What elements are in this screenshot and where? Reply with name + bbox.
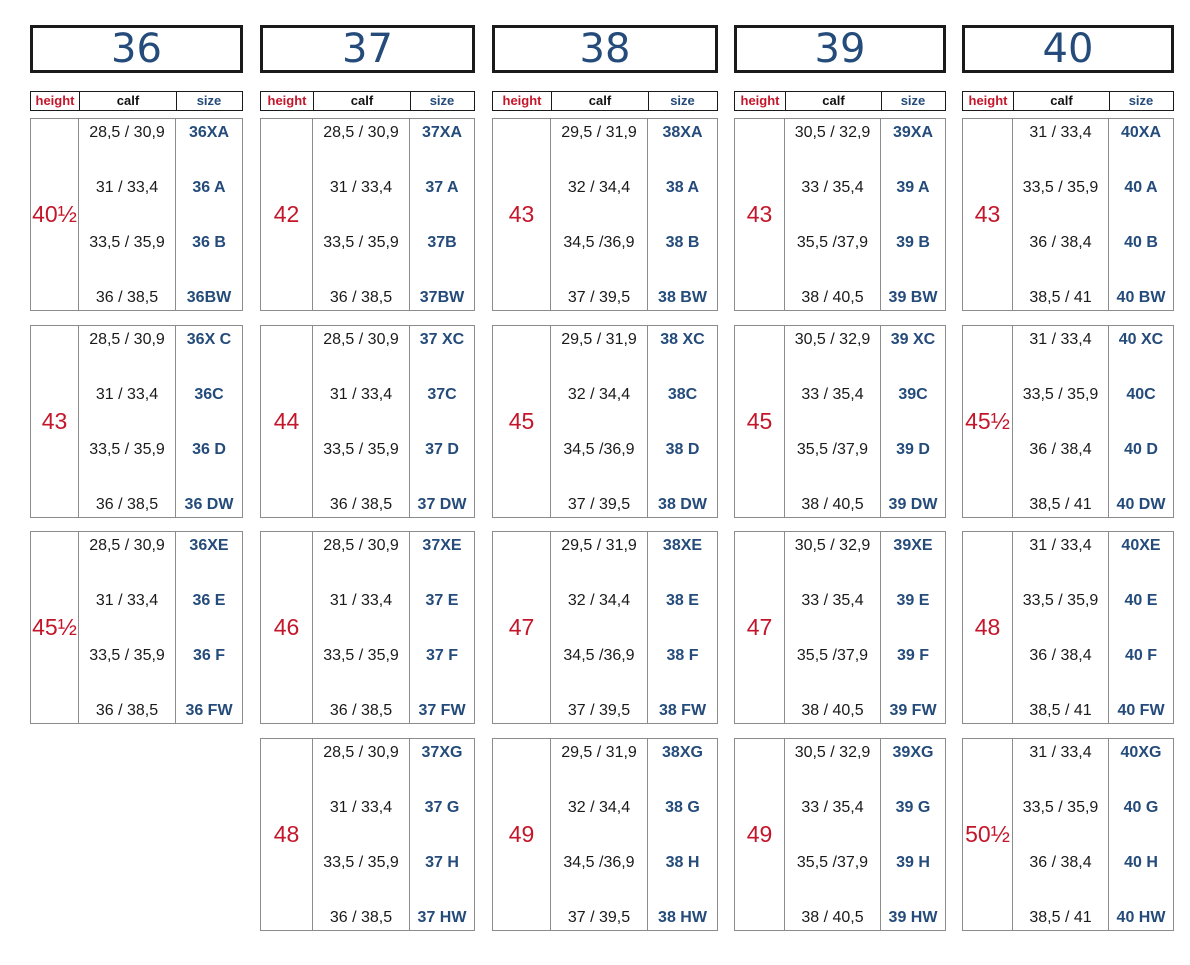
- height-value: 43: [493, 119, 551, 310]
- height-value: 47: [493, 532, 551, 723]
- size-column: [1109, 119, 1173, 310]
- height-block: [260, 531, 475, 724]
- calf-range: 31 / 33,4: [329, 386, 393, 403]
- height-value: 48: [261, 739, 313, 930]
- size-code: 40 G: [1123, 799, 1159, 816]
- calf-range: 28,5 / 30,9: [323, 537, 399, 554]
- size-title: 39: [734, 25, 946, 73]
- calf-range: 31 / 33,4: [329, 179, 393, 196]
- size-code: 38XG: [662, 744, 703, 761]
- calf-column: [1013, 119, 1109, 310]
- size-code: 40 XC: [1118, 331, 1164, 348]
- height-value: 49: [735, 739, 785, 930]
- calf-range: 31 / 33,4: [95, 592, 159, 609]
- column-header-row: [260, 91, 475, 111]
- calf-range: 33 / 35,4: [801, 592, 864, 609]
- size-code: 40XE: [1121, 537, 1161, 554]
- size-code: 37 XC: [419, 331, 465, 348]
- size-code: 38 G: [665, 799, 700, 816]
- size-code: 40XA: [1120, 124, 1162, 141]
- calf-column: [785, 739, 881, 930]
- size-column: [410, 532, 474, 723]
- size-code: 37XG: [421, 744, 463, 761]
- height-block: [962, 531, 1174, 724]
- height-block: [492, 118, 718, 311]
- header-calf-label: calf: [313, 92, 410, 110]
- size-column: [1109, 532, 1173, 723]
- height-block: [492, 531, 718, 724]
- header-size-label: size: [1109, 92, 1172, 110]
- calf-range: 33,5 / 35,9: [1022, 799, 1099, 816]
- size-column: [648, 119, 717, 310]
- size-code: 36XE: [189, 537, 229, 554]
- calf-range: 28,5 / 30,9: [89, 331, 165, 348]
- calf-range: 35,5 /37,9: [796, 234, 869, 251]
- calf-range: 33 / 35,4: [801, 386, 864, 403]
- calf-range: 36 / 38,5: [95, 496, 159, 513]
- calf-range: 33,5 / 35,9: [323, 234, 399, 251]
- column-header-row: [734, 91, 946, 111]
- calf-range: 38 / 40,5: [801, 496, 864, 513]
- size-code: 40 FW: [1117, 702, 1165, 719]
- height-value: 46: [261, 532, 313, 723]
- calf-range: 32 / 34,4: [567, 179, 631, 196]
- height-block: [962, 118, 1174, 311]
- calf-column: [313, 326, 410, 517]
- size-code: 40 B: [1124, 234, 1158, 251]
- calf-range: 29,5 / 31,9: [561, 331, 637, 348]
- height-block: [734, 738, 946, 931]
- calf-column: [785, 532, 881, 723]
- calf-range: 38 / 40,5: [801, 702, 864, 719]
- calf-range: 30,5 / 32,9: [794, 537, 871, 554]
- calf-column: [313, 532, 410, 723]
- size-code: 37 A: [425, 179, 459, 196]
- size-column: [881, 119, 945, 310]
- calf-range: 38,5 / 41: [1029, 496, 1092, 513]
- header-size-label: size: [176, 92, 241, 110]
- size-code: 37 D: [425, 441, 459, 458]
- size-code: 39 E: [896, 592, 930, 609]
- size-code: 39 FW: [889, 702, 937, 719]
- height-block: [962, 325, 1174, 518]
- calf-range: 33,5 / 35,9: [89, 441, 165, 458]
- calf-range: 32 / 34,4: [567, 799, 631, 816]
- size-code: 40 E: [1124, 592, 1158, 609]
- calf-range: 30,5 / 32,9: [794, 124, 871, 141]
- size-column: [176, 119, 242, 310]
- header-height-label: height: [502, 93, 542, 108]
- size-code: 39 F: [896, 647, 929, 664]
- size-code: 38 FW: [658, 702, 707, 719]
- size-code: 40 F: [1124, 647, 1157, 664]
- column-header-row: [30, 91, 243, 111]
- calf-range: 33,5 / 35,9: [323, 647, 399, 664]
- size-column: [410, 326, 474, 517]
- height-value: 40½: [31, 119, 79, 310]
- header-size-label: size: [881, 92, 944, 110]
- size-code: 38 BW: [658, 289, 707, 306]
- height-block: [30, 531, 243, 724]
- calf-range: 31 / 33,4: [1029, 537, 1092, 554]
- height-block: [962, 738, 1174, 931]
- size-code: 37 DW: [417, 496, 467, 513]
- calf-column: [785, 119, 881, 310]
- size-code: 38 H: [665, 854, 700, 871]
- calf-range: 36 / 38,4: [1029, 441, 1092, 458]
- size-code: 39 XC: [890, 331, 936, 348]
- size-code: 38 E: [666, 592, 699, 609]
- size-column: [648, 532, 717, 723]
- calf-range: 38 / 40,5: [801, 909, 864, 926]
- height-block: [734, 118, 946, 311]
- calf-range: 37 / 39,5: [567, 909, 631, 926]
- size-column: [1109, 739, 1173, 930]
- size-code: 40XG: [1120, 744, 1162, 761]
- calf-range: 30,5 / 32,9: [794, 331, 871, 348]
- calf-range: 33,5 / 35,9: [1022, 592, 1099, 609]
- header-calf-label: calf: [785, 92, 881, 110]
- calf-range: 35,5 /37,9: [796, 854, 869, 871]
- height-value: 47: [735, 532, 785, 723]
- calf-column: [551, 119, 648, 310]
- size-code: 37 FW: [418, 702, 466, 719]
- calf-range: 33,5 / 35,9: [1022, 386, 1099, 403]
- height-value: 43: [963, 119, 1013, 310]
- calf-range: 36 / 38,4: [1029, 234, 1092, 251]
- size-column: [176, 532, 242, 723]
- calf-column: [1013, 739, 1109, 930]
- size-code: 36X C: [186, 331, 232, 348]
- header-size-label: size: [648, 92, 716, 110]
- size-code: 40 A: [1124, 179, 1158, 196]
- size-code: 39 D: [896, 441, 930, 458]
- size-title: 40: [962, 25, 1174, 73]
- height-value: 49: [493, 739, 551, 930]
- size-code: 36 D: [192, 441, 226, 458]
- size-code: 39 DW: [888, 496, 938, 513]
- height-block: [260, 118, 475, 311]
- size-code: 37BW: [419, 289, 465, 306]
- size-code: 37B: [427, 234, 457, 251]
- height-block: [734, 325, 946, 518]
- size-column: [881, 532, 945, 723]
- calf-range: 33,5 / 35,9: [89, 647, 165, 664]
- calf-range: 28,5 / 30,9: [323, 124, 399, 141]
- calf-column: [79, 119, 176, 310]
- calf-range: 28,5 / 30,9: [323, 331, 399, 348]
- calf-range: 31 / 33,4: [1029, 331, 1092, 348]
- height-block: [260, 325, 475, 518]
- calf-range: 36 / 38,5: [329, 496, 393, 513]
- calf-range: 37 / 39,5: [567, 702, 631, 719]
- calf-range: 28,5 / 30,9: [89, 537, 165, 554]
- calf-column: [79, 326, 176, 517]
- calf-range: 33,5 / 35,9: [323, 441, 399, 458]
- size-code: 36 E: [192, 592, 226, 609]
- column-header-row: [962, 91, 1174, 111]
- height-block: [492, 325, 718, 518]
- size-code: 38 D: [665, 441, 700, 458]
- height-block: [30, 325, 243, 518]
- size-code: 39XG: [892, 744, 934, 761]
- size-column: [648, 326, 717, 517]
- calf-column: [313, 119, 410, 310]
- size-code: 37 F: [425, 647, 458, 664]
- calf-range: 32 / 34,4: [567, 386, 631, 403]
- calf-range: 31 / 33,4: [95, 179, 159, 196]
- height-value: 48: [963, 532, 1013, 723]
- size-code: 40 H: [1124, 854, 1158, 871]
- size-code: 36 B: [192, 234, 226, 251]
- calf-range: 36 / 38,5: [329, 702, 393, 719]
- calf-range: 36 / 38,4: [1029, 647, 1092, 664]
- height-block: [492, 738, 718, 931]
- calf-range: 37 / 39,5: [567, 289, 631, 306]
- calf-range: 29,5 / 31,9: [561, 744, 637, 761]
- calf-range: 31 / 33,4: [95, 386, 159, 403]
- header-height-label: height: [35, 93, 75, 108]
- size-code: 36 DW: [184, 496, 234, 513]
- size-title: 36: [30, 25, 243, 73]
- calf-range: 33 / 35,4: [801, 179, 864, 196]
- calf-range: 33,5 / 35,9: [89, 234, 165, 251]
- size-column: [648, 739, 717, 930]
- size-title: 37: [260, 25, 475, 73]
- size-code: 40 D: [1124, 441, 1158, 458]
- calf-range: 34,5 /36,9: [563, 441, 635, 458]
- size-code: 38C: [667, 386, 698, 403]
- header-calf-label: calf: [79, 92, 176, 110]
- size-code: 38 DW: [658, 496, 707, 513]
- size-code: 40C: [1126, 386, 1156, 403]
- size-column: [881, 326, 945, 517]
- calf-column: [785, 326, 881, 517]
- calf-range: 38,5 / 41: [1029, 702, 1092, 719]
- calf-range: 34,5 /36,9: [563, 234, 635, 251]
- size-column: [176, 326, 242, 517]
- header-calf-label: calf: [1013, 92, 1109, 110]
- calf-column: [1013, 326, 1109, 517]
- size-code: 39 BW: [888, 289, 938, 306]
- size-code: 38 A: [665, 179, 700, 196]
- size-code: 38 HW: [658, 909, 707, 926]
- size-code: 38 B: [665, 234, 700, 251]
- calf-range: 36 / 38,5: [329, 289, 393, 306]
- size-code: 39 H: [896, 854, 930, 871]
- size-code: 39 HW: [888, 909, 938, 926]
- calf-column: [551, 532, 648, 723]
- calf-range: 36 / 38,5: [95, 289, 159, 306]
- height-block: [260, 738, 475, 931]
- calf-range: 33 / 35,4: [801, 799, 864, 816]
- calf-range: 34,5 /36,9: [563, 854, 635, 871]
- calf-column: [551, 739, 648, 930]
- header-size-label: size: [410, 92, 473, 110]
- calf-range: 34,5 /36,9: [563, 647, 635, 664]
- calf-column: [551, 326, 648, 517]
- size-code: 39XE: [893, 537, 933, 554]
- calf-range: 32 / 34,4: [567, 592, 631, 609]
- height-value: 43: [735, 119, 785, 310]
- calf-range: 31 / 33,4: [1029, 744, 1092, 761]
- calf-range: 33,5 / 35,9: [1022, 179, 1099, 196]
- calf-range: 31 / 33,4: [329, 592, 393, 609]
- size-code: 37 G: [424, 799, 460, 816]
- calf-range: 28,5 / 30,9: [89, 124, 165, 141]
- calf-range: 36 / 38,5: [95, 702, 159, 719]
- size-column: [410, 119, 474, 310]
- size-code: 40 DW: [1116, 496, 1166, 513]
- calf-column: [313, 739, 410, 930]
- size-code: 37XE: [422, 537, 462, 554]
- height-value: 50½: [963, 739, 1013, 930]
- height-value: 44: [261, 326, 313, 517]
- size-column: [881, 739, 945, 930]
- size-code: 37 E: [425, 592, 459, 609]
- calf-range: 38 / 40,5: [801, 289, 864, 306]
- height-value: 45½: [963, 326, 1013, 517]
- calf-range: 38,5 / 41: [1029, 909, 1092, 926]
- calf-column: [79, 532, 176, 723]
- height-value: 43: [31, 326, 79, 517]
- calf-range: 35,5 /37,9: [796, 441, 869, 458]
- size-code: 39 A: [896, 179, 930, 196]
- calf-column: [1013, 532, 1109, 723]
- header-calf-label: calf: [551, 92, 648, 110]
- size-column: [1109, 326, 1173, 517]
- calf-range: 29,5 / 31,9: [561, 124, 637, 141]
- height-block: [734, 531, 946, 724]
- calf-range: 35,5 /37,9: [796, 647, 869, 664]
- size-column: [410, 739, 474, 930]
- calf-range: 33,5 / 35,9: [323, 854, 399, 871]
- size-code: 36 A: [192, 179, 226, 196]
- size-code: 36 FW: [185, 702, 233, 719]
- header-height-label: height: [968, 93, 1008, 108]
- size-code: 39XA: [892, 124, 934, 141]
- calf-range: 31 / 33,4: [1029, 124, 1092, 141]
- calf-range: 36 / 38,5: [329, 909, 393, 926]
- size-code: 37C: [427, 386, 457, 403]
- size-code: 38 XC: [660, 331, 705, 348]
- size-code: 38 F: [666, 647, 699, 664]
- size-code: 36XA: [188, 124, 230, 141]
- size-code: 37 H: [425, 854, 459, 871]
- header-height-label: height: [740, 93, 780, 108]
- size-code: 38XE: [662, 537, 703, 554]
- height-value: 45: [493, 326, 551, 517]
- height-block: [30, 118, 243, 311]
- size-code: 40 HW: [1116, 909, 1166, 926]
- size-title: 38: [492, 25, 718, 73]
- column-header-row: [492, 91, 718, 111]
- calf-range: 37 / 39,5: [567, 496, 631, 513]
- header-height-label: height: [267, 93, 307, 108]
- calf-range: 29,5 / 31,9: [561, 537, 637, 554]
- size-code: 39 B: [896, 234, 930, 251]
- calf-range: 28,5 / 30,9: [323, 744, 399, 761]
- calf-range: 30,5 / 32,9: [794, 744, 871, 761]
- calf-range: 38,5 / 41: [1029, 289, 1092, 306]
- size-code: 36 F: [192, 647, 225, 664]
- calf-range: 31 / 33,4: [329, 799, 393, 816]
- calf-range: 36 / 38,4: [1029, 854, 1092, 871]
- size-code: 37XA: [421, 124, 463, 141]
- size-code: 40 BW: [1116, 289, 1166, 306]
- size-code: 39C: [898, 386, 928, 403]
- height-value: 45½: [31, 532, 79, 723]
- size-code: 39 G: [895, 799, 931, 816]
- size-code: 37 HW: [417, 909, 467, 926]
- size-code: 36BW: [186, 289, 232, 306]
- height-value: 42: [261, 119, 313, 310]
- height-value: 45: [735, 326, 785, 517]
- size-code: 38XA: [662, 124, 703, 141]
- size-code: 36C: [194, 386, 224, 403]
